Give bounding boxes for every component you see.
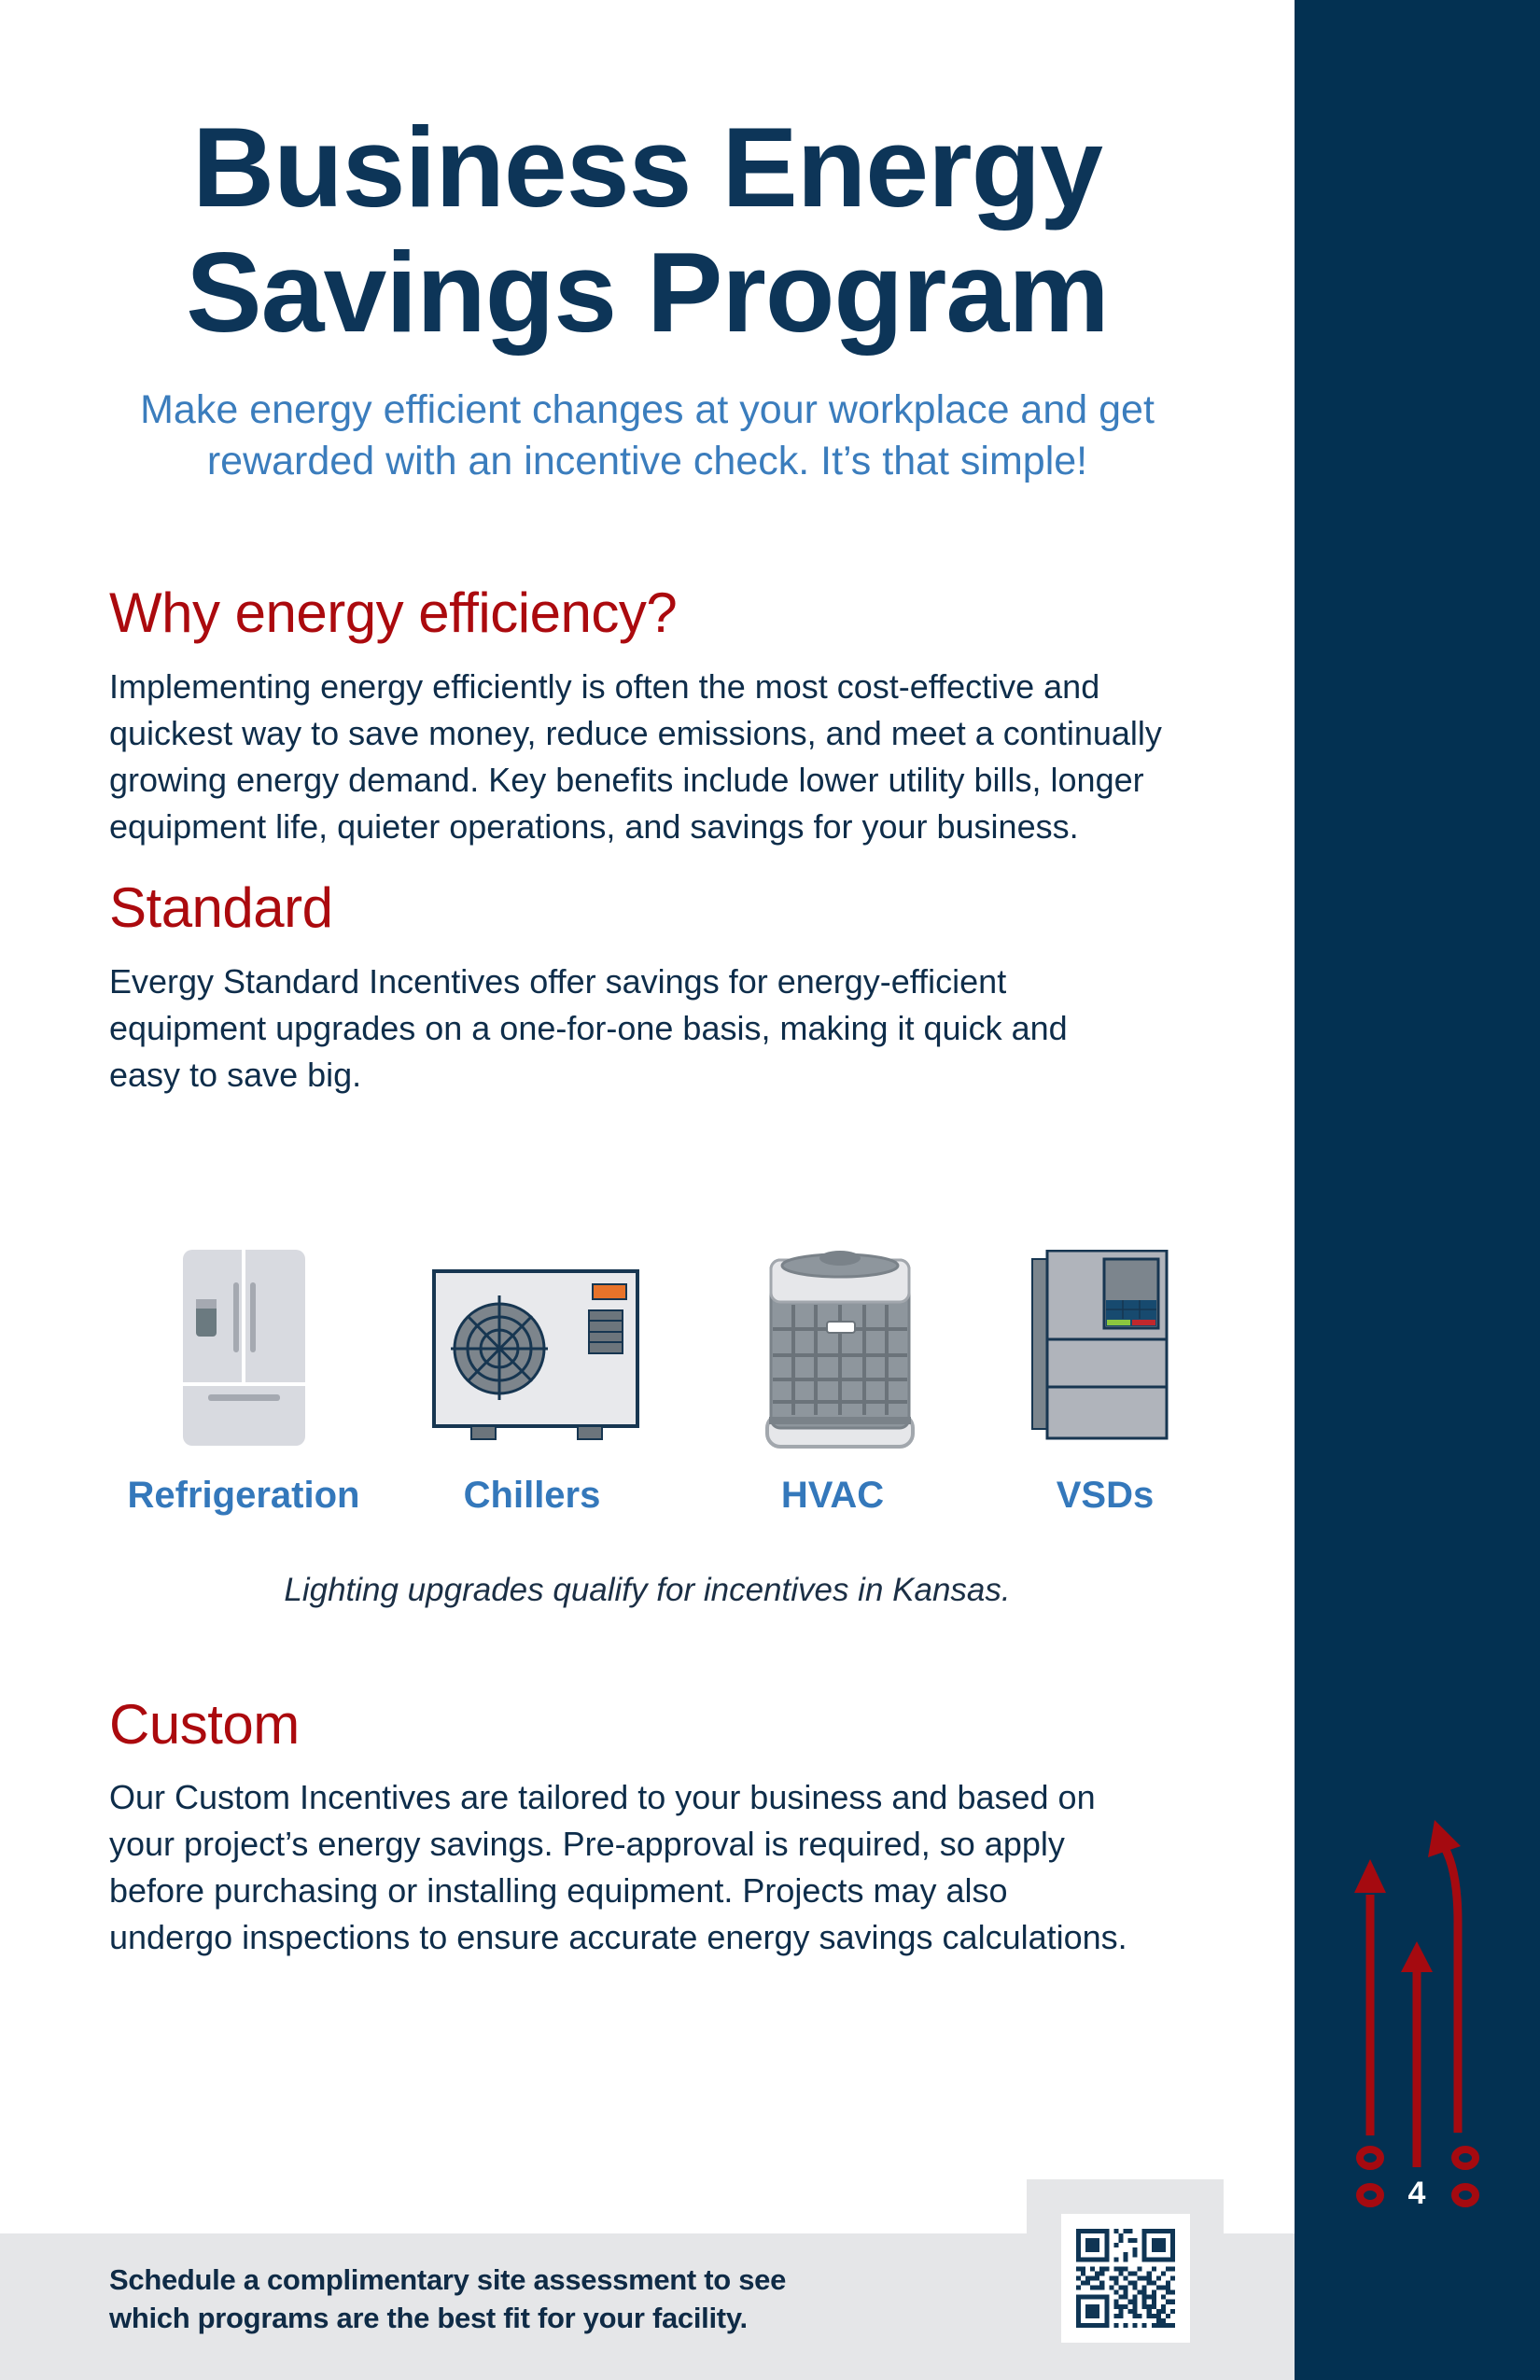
section-heading-standard: Standard [109, 876, 333, 939]
body-line: Evergy Standard Incentives offer savings for energy-efficient [109, 962, 1007, 1001]
footer-line-2: which programs are the best fit for your facility. [109, 2302, 748, 2334]
vsd-drive-icon [1031, 1250, 1169, 1440]
body-line: equipment life, quieter operations, and savings for your business. [109, 807, 1079, 846]
equipment-label-chillers: Chillers [463, 1475, 601, 1516]
page-subtitle [0, 385, 1295, 487]
body-line: undergo inspections to ensure accurate energy savings calculations. [109, 1918, 1127, 1956]
title-line-2: Savings Program [186, 229, 1109, 356]
section-heading-custom: Custom [109, 1693, 300, 1756]
lighting-note: Lighting upgrades qualify for incentives in Kansas. [284, 1572, 1011, 1608]
section-heading-why: Why energy efficiency? [109, 581, 678, 644]
hvac-unit-icon [763, 1247, 917, 1450]
play-diagram-arrows-icon [1295, 0, 1540, 2380]
page-number: 4 [1407, 2176, 1426, 2211]
body-line: easy to save big. [109, 1056, 362, 1094]
subtitle-line-2: rewarded with an incentive check. It’s that simple! [206, 439, 1088, 483]
section-body-why [109, 664, 1229, 850]
title-line-1: Business Energy [192, 104, 1102, 231]
equipment-label-vsds: VSDs [1056, 1475, 1155, 1516]
footer-cta [109, 2261, 786, 2337]
body-line: growing energy demand. Key benefits include lower utility bills, longer [109, 761, 1144, 799]
body-line: equipment upgrades on a one-for-one basis, making it quick and [109, 1009, 1068, 1047]
subtitle-line-1: Make energy efficient changes at your workplace and get [140, 387, 1155, 432]
body-line: before purchasing or installing equipment. Projects may also [109, 1871, 1008, 1910]
chiller-icon [432, 1269, 639, 1442]
qr-code-box[interactable] [1061, 2214, 1190, 2343]
body-line: Implementing energy efficiently is often the most cost-effective and [109, 667, 1100, 706]
body-line: Our Custom Incentives are tailored to your business and based on [109, 1778, 1096, 1816]
qr-code-icon[interactable] [1076, 2229, 1175, 2328]
body-line: quickest way to save money, reduce emissions, and meet a continually [109, 714, 1162, 752]
page-title [0, 105, 1295, 355]
body-line: your project’s energy savings. Pre-approval is required, so apply [109, 1825, 1065, 1863]
equipment-label-hvac: HVAC [780, 1475, 885, 1516]
refrigerator-icon [183, 1250, 305, 1446]
sidebar-panel [1295, 0, 1540, 2380]
footer-line-1: Schedule a complimentary site assessment to see [109, 2263, 787, 2296]
equipment-label-refrigeration: Refrigeration [127, 1475, 360, 1516]
section-body-standard [109, 959, 1229, 1099]
section-body-custom [109, 1774, 1229, 1961]
